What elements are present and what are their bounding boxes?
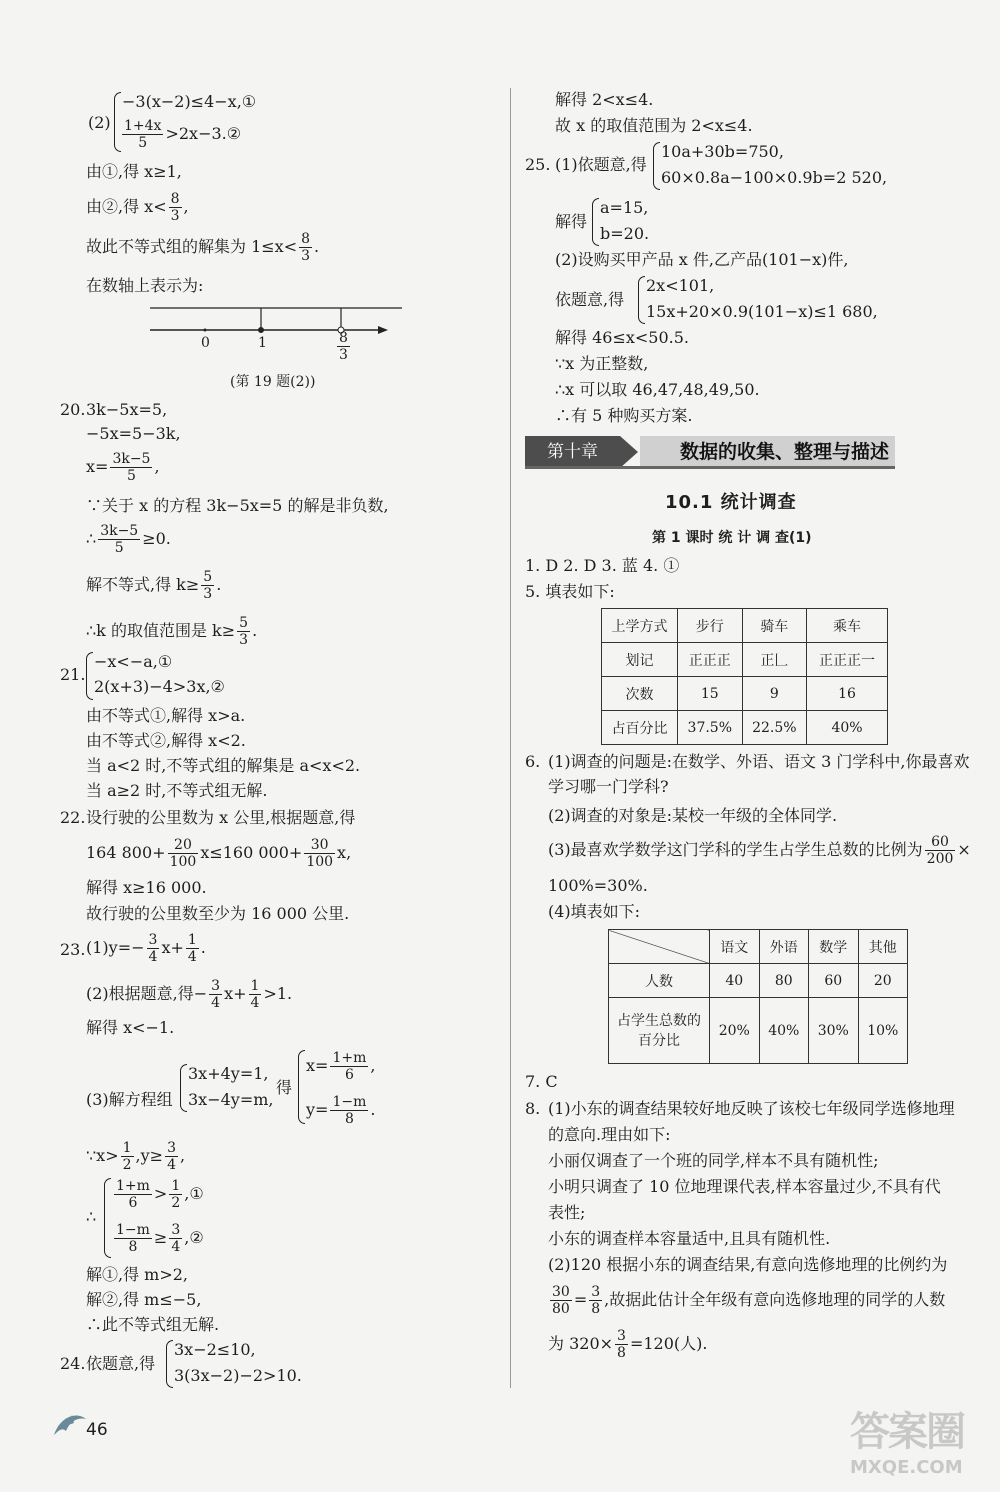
q23-result-x: x= $\frac{1+m}{6}$ , (306, 1050, 376, 1083)
column-divider (510, 88, 511, 1388)
q20-number: 20. (60, 400, 86, 419)
answers-1-4: 1. D 2. D 3. 蓝 4. ① (525, 556, 680, 575)
tick-8-3: $\frac{8}{3}$ (339, 330, 348, 363)
q23-result-y: y= $\frac{1-m}{8}$ . (306, 1094, 376, 1127)
brace (86, 652, 93, 700)
table-header-cell: 外语 (759, 930, 809, 964)
table-cell: 30% (809, 998, 859, 1064)
q21-line2: 由不等式②,解得 x<2. (86, 731, 246, 750)
q23-number: 23. (60, 940, 86, 959)
table-cell: 占百分比 (602, 711, 678, 745)
table-cell: 正𠃊 (742, 643, 807, 677)
q25-eq2: 60×0.8a−100×0.9b=2 520, (661, 168, 888, 187)
q19-from2: 由②,得 x< $\frac{8}{3}$ , (86, 191, 189, 224)
q8-line3: 小丽仅调查了一个班的同学,样本不具有随机性; (548, 1151, 879, 1170)
q22-number: 22. (60, 808, 86, 827)
table-cell: 20% (710, 998, 760, 1064)
r-line2: 故 x 的取值范围为 2<x≤4. (555, 116, 753, 135)
q8-line2: 的意向.理由如下: (548, 1125, 671, 1144)
q25-line6: ∵x 为正整数, (555, 354, 649, 373)
lesson-title: 第 1 课时 统 计 调 查(1) (652, 530, 812, 546)
q25-line7: ∴x 可以取 46,47,48,49,50. (555, 380, 760, 399)
q23-line2: (2)根据题意,得− $\frac{3}{4}$ x+ $\frac{1}{4}$ >1. (86, 978, 293, 1011)
q6-line3: (2)调查的对象是:某校一年级的全体同学. (548, 806, 838, 825)
number-line-figure (140, 298, 410, 368)
watermark (850, 1400, 990, 1485)
q23-sys-eq1: 3x+4y=1, (188, 1064, 269, 1083)
commute-table (601, 608, 888, 745)
table-header-cell: 上学方式 (602, 609, 678, 643)
number-line-arrow (378, 326, 388, 334)
q8-line9: 为 320× $\frac{3}{8}$ =120(人). (548, 1328, 708, 1361)
chapter-label: 第十章 (525, 436, 620, 468)
q6-number: 6. (525, 752, 541, 771)
q21-line3: 当 a<2 时,不等式组的解集是 a<x<2. (86, 756, 361, 775)
table-header-cell: 步行 (678, 609, 743, 643)
q23-line4-label: (3)解方程组 (86, 1090, 173, 1109)
q21-line4: 当 a≥2 时,不等式组无解. (86, 781, 268, 800)
table-cell: 次数 (602, 677, 678, 711)
section-title: 10.1 统计调查 (665, 492, 797, 513)
q23-get: 得 (276, 1078, 293, 1097)
q19-2-eq1: −3(x−2)≤4−x,① (122, 92, 257, 111)
table-cell: 划记 (602, 643, 678, 677)
table-row (602, 643, 888, 677)
q21-eq2: 2(x+3)−4>3x,② (94, 677, 225, 696)
q20-line7: ∴k 的取值范围是 k≥ $\frac{5}{3}$ . (86, 615, 258, 648)
q23-therefore: ∴ (86, 1207, 97, 1226)
table-corner-cell (609, 930, 710, 964)
brace (166, 1340, 173, 1388)
table-header-cell: 语文 (710, 930, 760, 964)
q24-number: 24. (60, 1354, 86, 1373)
table-cell: 22.5% (742, 711, 807, 745)
q25-sol2: b=20. (600, 224, 650, 243)
table-cell: 20 (858, 964, 908, 998)
banner-arrow (620, 436, 638, 468)
table-cell: 37.5% (678, 711, 743, 745)
q21-line1: 由不等式①,解得 x>a. (86, 706, 246, 725)
table-cell: 正正正一 (807, 643, 888, 677)
brace (298, 1050, 305, 1124)
table-row (602, 677, 888, 711)
q25-line5: 解得 46≤x<50.5. (555, 328, 689, 347)
answer-7: 7. C (525, 1072, 558, 1091)
q25-eq3: 2x<101, (646, 276, 715, 295)
table-cell: 16 (807, 677, 888, 711)
banner-underline (525, 466, 895, 469)
table-header-row (609, 930, 908, 964)
watermark-text: 答案圈 (850, 1409, 964, 1455)
q23-line7: 解①,得 m>2, (86, 1265, 189, 1284)
q23-line3: 解得 x<−1. (86, 1018, 175, 1037)
q25-number: 25. (525, 155, 551, 174)
q8-line5: 表性; (548, 1203, 586, 1222)
table-row (609, 998, 908, 1064)
table-cell: 40% (759, 998, 809, 1064)
q19-2-label: (2) (88, 113, 111, 132)
q19-2-eq2: $\frac{1+4x}{5}$ >2x−3.② (124, 118, 242, 151)
q21-eq1: −x<−a,① (94, 652, 173, 671)
q8-line8: $\frac{30}{80}$ = $\frac{3}{8}$ ,故据此估计全年级有意向选修地理的同学的人数 (552, 1284, 946, 1317)
r-line1: 解得 2<x≤4. (555, 90, 654, 109)
tick-0: 0 (201, 335, 210, 351)
q25-line1: (1)依题意,得 (555, 155, 647, 174)
table-cell: 人数 (609, 964, 710, 998)
table-header-cell: 数学 (809, 930, 859, 964)
q19-from1: 由①,得 x≥1, (86, 162, 182, 181)
q6-line1: (1)调查的问题是:在数学、外语、语文 3 门学科中,你最喜欢 (548, 752, 970, 771)
q25-line3: (2)设购买甲产品 x 件,乙产品(101−x)件, (555, 250, 849, 269)
brace (104, 1178, 111, 1258)
table-cell: 80 (759, 964, 809, 998)
chapter-banner (525, 436, 895, 468)
figure-caption: (第 19 题(2)) (230, 374, 316, 390)
q8-line7: (2)120 根据小东的调查结果,有意向选修地理的比例约为 (548, 1255, 948, 1274)
q22-line2: 164 800+ $\frac{20}{100}$ x≤160 000+ $\frac{30}{100}$ x, (86, 837, 352, 870)
watermark-url: MXQE.COM (850, 1457, 963, 1478)
q25-line2: 解得 (555, 212, 588, 231)
q23-ineq2: $\frac{1-m}{8}$ ≥ $\frac{3}{4}$ ,② (116, 1222, 204, 1255)
table-cell: 正正正 (678, 643, 743, 677)
chapter-title: 数据的收集、整理与描述 (640, 436, 895, 468)
answer-5-intro: 5. 填表如下: (525, 582, 615, 601)
q23-ineq1: $\frac{1+m}{6}$ > $\frac{1}{2}$ ,① (116, 1178, 204, 1211)
brace (592, 198, 599, 246)
q20-line2: −5x=5−3k, (86, 424, 181, 443)
q8-line6: 小东的调查样本容量适中,且具有随机性. (548, 1229, 831, 1248)
q25-sol1: a=15, (600, 198, 649, 217)
table-header-row (602, 609, 888, 643)
page-number: 46 (86, 1420, 108, 1440)
table-cell: 15 (678, 677, 743, 711)
q23-line8: 解②,得 m≤−5, (86, 1290, 202, 1309)
brace (653, 142, 660, 190)
q19-numline-intro: 在数轴上表示为: (86, 276, 204, 295)
q20-line1: 3k−5x=5, (86, 400, 168, 419)
brace (180, 1064, 187, 1112)
q20-line6: 解不等式,得 k≥ $\frac{5}{3}$ . (86, 569, 222, 602)
q22-line1: 设行驶的公里数为 x 公里,根据题意,得 (86, 808, 356, 827)
q6-line2: 学习哪一门学科? (548, 777, 669, 796)
dolphin-logo-icon (50, 1405, 90, 1445)
q21-number: 21. (60, 665, 86, 684)
table-row (609, 964, 908, 998)
table-cell: 9 (742, 677, 807, 711)
table-cell: 40 (710, 964, 760, 998)
table-cell: 10% (858, 998, 908, 1064)
q24-line1: 依题意,得 (86, 1354, 156, 1373)
q8-line1: (1)小东的调查结果较好地反映了该校七年级同学选修地理 (548, 1099, 955, 1118)
q8-line4: 小明只调查了 10 位地理课代表,样本容量过少,不具有代 (548, 1177, 941, 1196)
q22-line3: 解得 x≥16 000. (86, 878, 207, 897)
q23-line1: (1)y=− $\frac{3}{4}$ x+ $\frac{1}{4}$ . (86, 932, 206, 965)
q8-number: 8. (525, 1099, 541, 1118)
q6-line6: (4)填表如下: (548, 902, 641, 921)
table-cell: 占学生总数的百分比 (609, 998, 710, 1064)
tick-1: 1 (258, 335, 267, 351)
brace (638, 276, 645, 324)
q23-sys-eq2: 3x−4y=m, (188, 1090, 274, 1109)
q20-line3: x= $\frac{3k-5}{5}$ , (86, 451, 160, 484)
q25-line8: ∴有 5 种购买方案. (555, 406, 693, 425)
q24-eq2: 3(3x−2)−2>10. (174, 1366, 302, 1385)
q6-line5: 100%=30%. (548, 876, 648, 895)
table-header-cell: 乘车 (807, 609, 888, 643)
subject-table (608, 929, 908, 1064)
q19-solution: 故此不等式组的解集为 1≤x< $\frac{8}{3}$ . (86, 231, 320, 264)
table-cell: 60 (809, 964, 859, 998)
q25-eq4: 15x+20×0.9(101−x)≤1 680, (646, 302, 878, 321)
q22-line4: 故行驶的公里数至少为 16 000 公里. (86, 904, 350, 923)
q25-line4: 依题意,得 (555, 290, 625, 309)
origin-dot (204, 329, 207, 332)
q23-line9: ∴此不等式组无解. (86, 1315, 220, 1334)
q20-line4: ∵关于 x 的方程 3k−5x=5 的解是非负数, (86, 496, 389, 515)
table-cell: 40% (807, 711, 888, 745)
q25-eq1: 10a+30b=750, (661, 142, 784, 161)
table-header-cell: 其他 (858, 930, 908, 964)
q20-line5: ∴ $\frac{3k-5}{5}$ ≥0. (86, 523, 171, 556)
q23-line5: ∵x> $\frac{1}{2}$ ,y≥ $\frac{3}{4}$ , (86, 1140, 186, 1173)
q6-line4: (3)最喜欢学数学这门学科的学生占学生总数的比例为 $\frac{60}{200}$ × (548, 834, 971, 867)
table-header-cell: 骑车 (742, 609, 807, 643)
q24-eq1: 3x−2≤10, (174, 1340, 256, 1359)
table-row (602, 711, 888, 745)
